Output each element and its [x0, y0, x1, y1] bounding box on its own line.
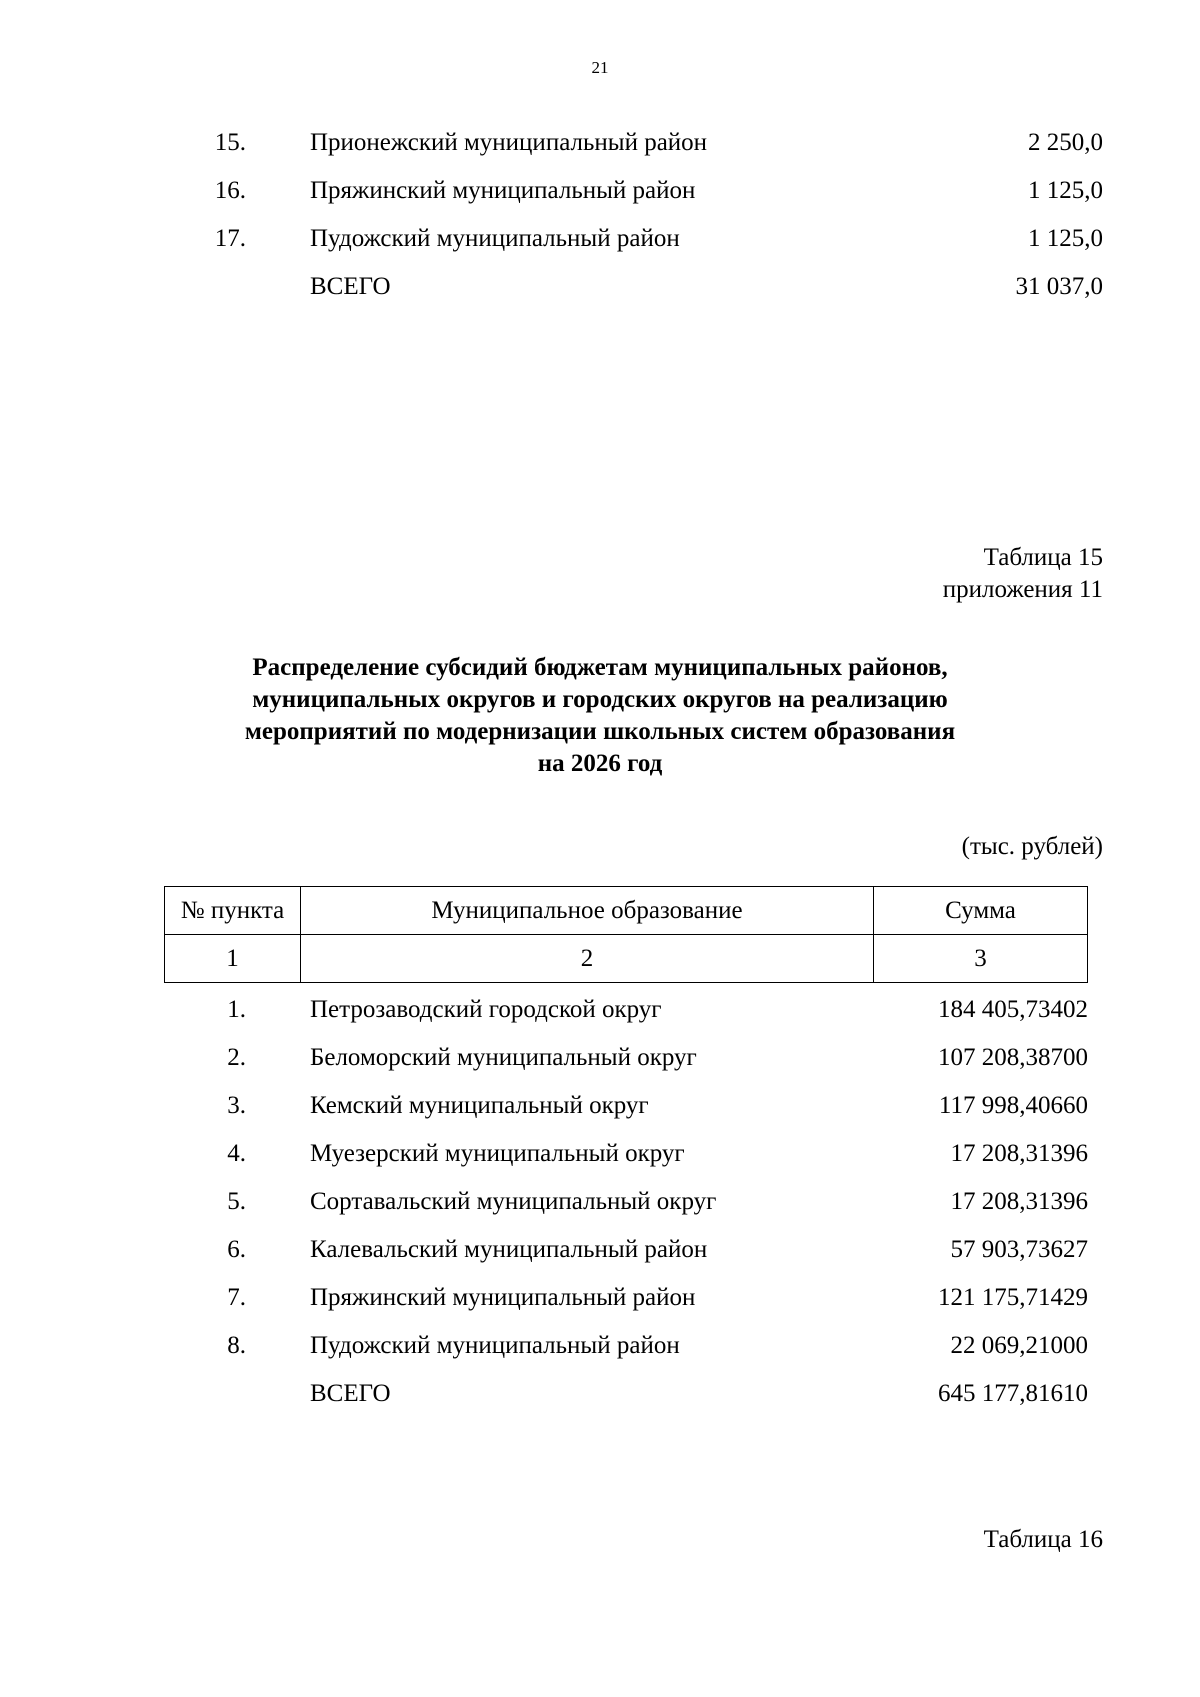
row-name: Сортавальский муниципальный округ: [310, 1188, 717, 1215]
row-name: Пудожский муниципальный район: [310, 225, 680, 252]
row-name: Пряжинский муниципальный район: [310, 177, 696, 204]
row-name: Петрозаводский городской округ: [310, 996, 662, 1023]
table-row: [0, 222, 1200, 256]
header-cell-municipality: Муниципальное образование: [301, 887, 874, 935]
row-name: Муезерский муниципальный округ: [310, 1140, 685, 1167]
row-number: 6.: [227, 1236, 246, 1263]
row-number: 8.: [227, 1332, 246, 1359]
row-value: 1 125,0: [1028, 177, 1103, 204]
row-name: Пряжинский муниципальный район: [310, 1284, 696, 1311]
table-row: [0, 1329, 1200, 1363]
total-value: 31 037,0: [1015, 273, 1103, 300]
header-index-cell: 2: [301, 935, 874, 983]
row-number: 15.: [214, 129, 246, 156]
row-value: 17 208,31396: [950, 1188, 1088, 1215]
table-row: [0, 126, 1200, 160]
row-number: 1.: [227, 996, 246, 1023]
table-row: [0, 1137, 1200, 1171]
row-name: Прионежский муниципальный район: [310, 129, 708, 156]
table-caption-appendix: приложения 11: [942, 576, 1103, 603]
title-line: Распределение субсидий бюджетам муниципальных районов,: [252, 654, 948, 681]
row-value: 1 125,0: [1028, 225, 1103, 252]
row-value: 107 208,38700: [938, 1044, 1088, 1071]
row-number: 3.: [227, 1092, 246, 1119]
row-name: Кемский муниципальный округ: [310, 1092, 649, 1119]
row-number: 17.: [214, 225, 246, 252]
row-value: 17 208,31396: [950, 1140, 1088, 1167]
header-cell-number: № пункта: [165, 887, 301, 935]
table-row: [0, 174, 1200, 208]
table-row: [0, 1233, 1200, 1267]
row-value: 57 903,73627: [950, 1236, 1088, 1263]
table-caption: Таблица 15: [983, 544, 1103, 571]
table-row: [0, 1185, 1200, 1219]
table-header: [164, 886, 1088, 983]
row-number: 4.: [227, 1140, 246, 1167]
row-name: Пудожский муниципальный район: [310, 1332, 680, 1359]
title-line: мероприятий по модернизации школьных систем образования: [244, 718, 956, 745]
table-row: [0, 1089, 1200, 1123]
next-table-caption: Таблица 16: [983, 1526, 1103, 1553]
header-index-cell: 3: [874, 935, 1088, 983]
row-name: Беломорский муниципальный округ: [310, 1044, 697, 1071]
table-row: [0, 1041, 1200, 1075]
row-number: 7.: [227, 1284, 246, 1311]
total-row: [0, 270, 1200, 304]
units-label: (тыс. рублей): [961, 833, 1103, 860]
total-label: ВСЕГО: [310, 273, 391, 300]
row-number: 16.: [214, 177, 246, 204]
row-value: 2 250,0: [1028, 129, 1103, 156]
total-label: ВСЕГО: [310, 1380, 391, 1407]
row-number: 5.: [227, 1188, 246, 1215]
total-value: 645 177,81610: [938, 1380, 1088, 1407]
table-row: [0, 1281, 1200, 1315]
row-name: Калевальский муниципальный район: [310, 1236, 708, 1263]
title-line: муниципальных округов и городских округов на реализацию: [252, 686, 948, 713]
header-row: [165, 887, 1088, 935]
title-line: на 2026 год: [537, 750, 663, 777]
table-row: [0, 993, 1200, 1027]
row-value: 117 998,40660: [938, 1092, 1088, 1119]
table-title: [150, 652, 1050, 780]
row-value: 184 405,73402: [938, 996, 1088, 1023]
header-numbers-row: [165, 935, 1088, 983]
page-number: 21: [591, 58, 609, 77]
header-index-cell: 1: [165, 935, 301, 983]
row-value: 22 069,21000: [950, 1332, 1088, 1359]
row-value: 121 175,71429: [938, 1284, 1088, 1311]
row-number: 2.: [227, 1044, 246, 1071]
header-cell-sum: Сумма: [874, 887, 1088, 935]
total-row: [0, 1377, 1200, 1411]
